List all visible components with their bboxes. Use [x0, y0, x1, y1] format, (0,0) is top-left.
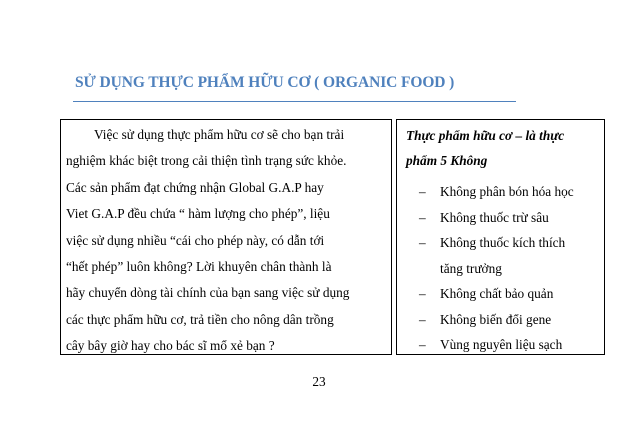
five-no-title — [406, 123, 600, 173]
dash-bullet: – — [419, 184, 426, 199]
section-heading: SỬ DỤNG THỰC PHẨM HỮU CƠ ( ORGANIC FOOD ) — [75, 74, 455, 91]
dash-bullet: – — [419, 209, 426, 225]
paragraph-line: hãy chuyển dòng tài chính của bạn sang việc sử dụng — [66, 285, 350, 301]
heading-underline — [73, 101, 516, 102]
paragraph-line: nghiệm khác biệt trong cải thiện tình trạng sức khỏe. — [66, 153, 347, 169]
five-no-list — [406, 179, 600, 358]
dash-bullet: – — [419, 337, 426, 352]
paragraph-line: Viet G.A.P đều chứa “ hàm lượng cho phép”, liệu — [66, 206, 330, 222]
paragraph-line: “hết phép” luôn không? Lời khuyên chân thành là — [66, 259, 332, 275]
paragraph-line: Các sản phẩm đạt chứng nhận Global G.A.P hay — [66, 179, 324, 195]
page-number: 23 — [312, 374, 326, 389]
paragraph-line: cây bây giờ hay cho bác sĩ mổ xẻ bạn ? — [66, 338, 275, 354]
list-item-text: Vùng nguyên liệu sạch — [440, 337, 563, 352]
list-item — [406, 281, 600, 307]
list-item-text: Không thuốc trừ sâu — [440, 209, 549, 225]
list-item — [406, 307, 600, 333]
list-item-continuation: tăng trưởng — [440, 260, 502, 276]
paragraph-line: các thực phẩm hữu cơ, trả tiền cho nông dân trồng — [66, 311, 334, 327]
list-item — [406, 205, 600, 231]
dash-bullet: – — [419, 286, 426, 301]
dash-bullet: – — [419, 235, 426, 250]
list-item — [406, 332, 600, 358]
dash-bullet: – — [419, 311, 426, 327]
title-line: Thực phẩm hữu cơ – là thực — [406, 128, 565, 143]
five-no-box — [396, 119, 605, 355]
list-item-text: Không chất bảo quản — [440, 286, 554, 301]
paragraph-line: việc sử dụng nhiều “cái cho phép này, có dẫn tới — [66, 232, 325, 248]
list-item-text: Không thuốc kích thích — [440, 235, 566, 250]
list-item — [406, 179, 600, 205]
list-item — [406, 230, 600, 281]
list-item-text: Không phân bón hóa học — [440, 184, 574, 199]
paragraph-line: Việc sử dụng thực phẩm hữu cơ sẽ cho bạn trải — [94, 127, 345, 142]
advice-paragraph — [66, 122, 387, 360]
list-item-text: Không biến đổi gene — [440, 311, 552, 327]
advice-text-box — [60, 119, 392, 355]
title-line: phẩm 5 Không — [406, 153, 488, 168]
